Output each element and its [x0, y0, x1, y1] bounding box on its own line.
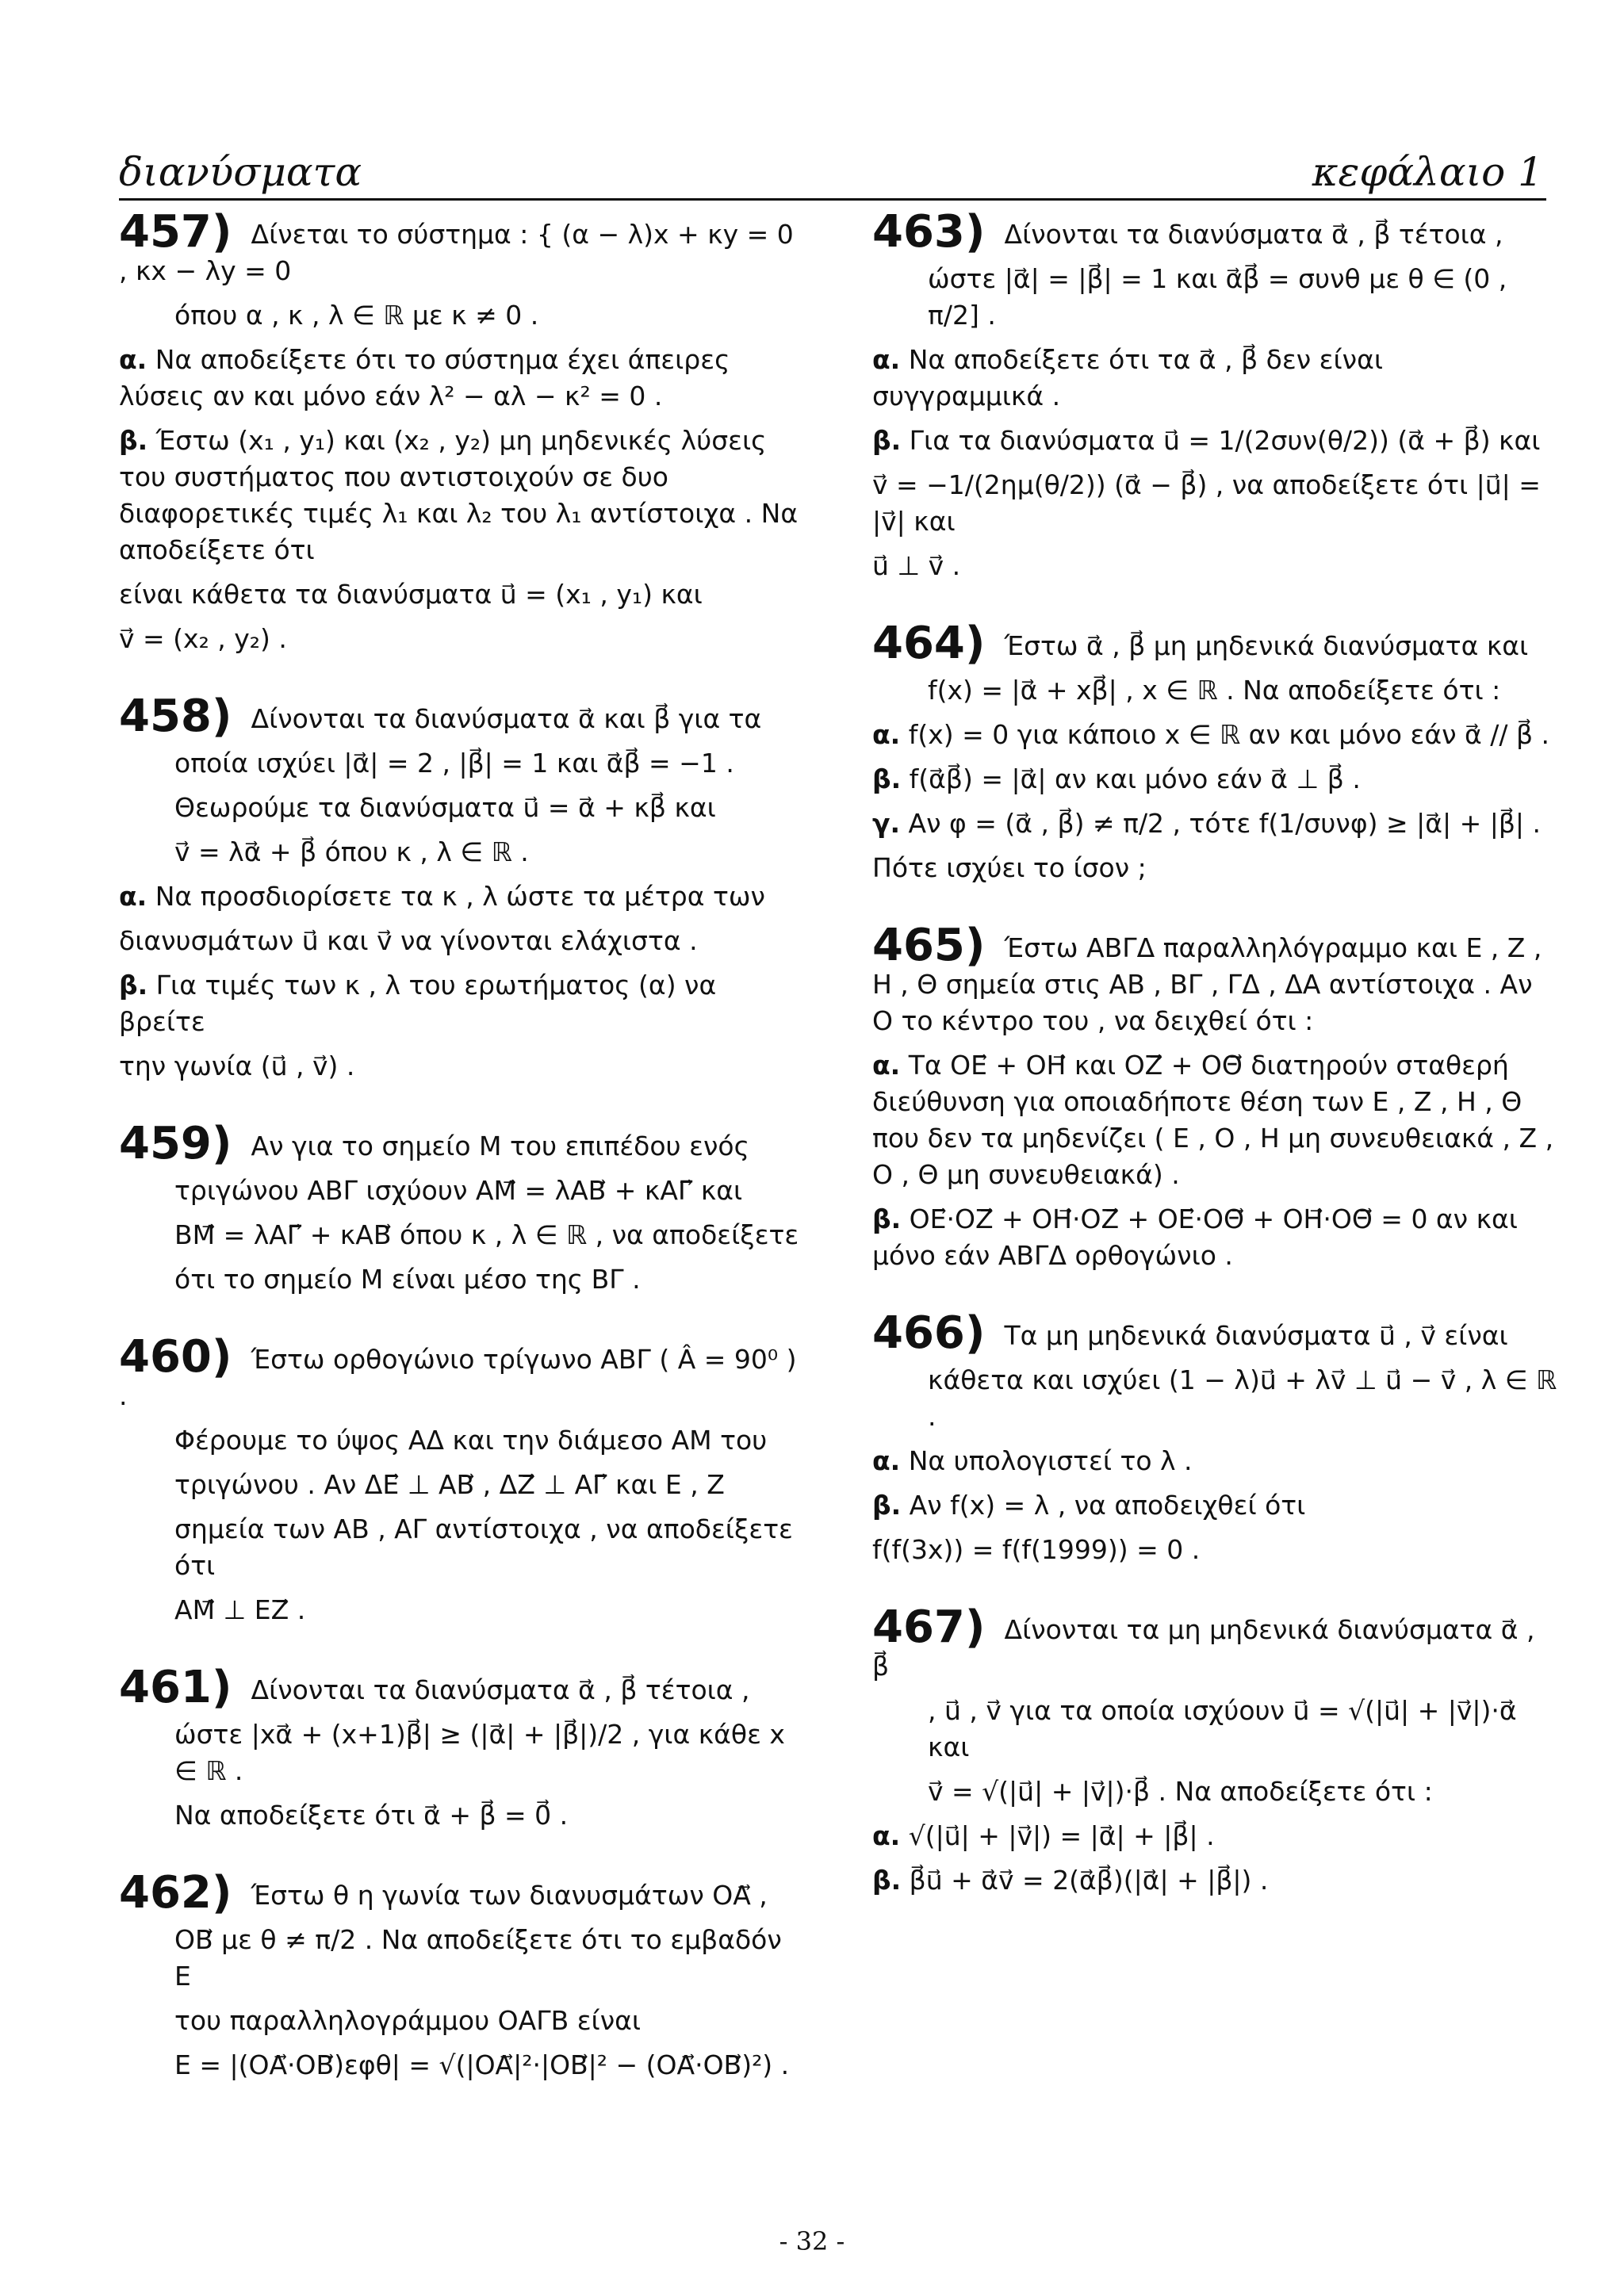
problem-text: Να αποδείξετε ότι α⃗ + β⃗ = 0⃗ . [174, 1800, 569, 1831]
problem-text: ΑΜ⃗ ⊥ ΕΖ⃗ . [174, 1594, 306, 1625]
problem-text: Να αποδείξετε ότι το σύστημα έχει άπειρες λύσεις αν και μόνο εάν λ² − αλ − κ² = 0 . [119, 344, 730, 411]
problem-text: κάθετα και ισχύει (1 − λ)u⃗ + λv⃗ ⊥ u⃗ − v⃗ , λ ∈ ℝ . [928, 1364, 1557, 1432]
problem-text: u⃗ ⊥ v⃗ . [872, 550, 961, 581]
problem-text: του παραλληλογράμμου ΟΑΓΒ είναι [174, 2005, 642, 2036]
problem-number: 461) [119, 1662, 232, 1713]
problem-text: Έστω ΑΒΓΔ παραλληλόγραμμο και Ε , Ζ , Η , Θ σημεία στις ΑΒ , ΒΓ , ΓΔ , ΔΑ αντίστοιχα . Αν Ο το κέντρο του , να δειχθεί ότι : [872, 932, 1542, 1036]
right-column [872, 206, 1558, 1940]
problem-text: Αν f(x) = λ , να αποδειχθεί ότι [909, 1490, 1306, 1521]
problem-block [872, 1307, 1558, 1568]
problem-text: Δίνονται τα διανύσματα α⃗ , β⃗ τέτοια , [251, 1674, 750, 1705]
problem-line [119, 745, 805, 782]
subquestion-label: β. [872, 763, 902, 794]
problem-line [119, 1331, 805, 1414]
problem-line [872, 423, 1558, 459]
problem-block [119, 1867, 805, 2084]
problem-text: Για τιμές των κ , λ του ερωτήματος (α) να βρείτε [119, 970, 717, 1037]
problem-line [872, 548, 1558, 584]
problem-block [119, 1662, 805, 1834]
problem-text: Έστω ορθογώνιο τρίγωνο ΑΒΓ ( Â = 90⁰ ) . [119, 1344, 797, 1411]
problem-line [119, 576, 805, 613]
problem-text: , u⃗ , v⃗ για τα οποία ισχύουν u⃗ = √(|u⃗| + |v⃗|)·α⃗ και [928, 1695, 1517, 1762]
problem-text: ΟΒ⃗ με θ ≠ π/2 . Να αποδείξετε ότι το εμβαδόν Ε [174, 1924, 782, 1992]
problem-text: τριγώνου . Αν ΔΕ⃗ ⊥ ΑΒ⃗ , ΔΖ⃗ ⊥ ΑΓ⃗ και Ε , Ζ [174, 1469, 725, 1500]
problem-text: v⃗ = −1/(2ημ(θ/2)) (α⃗ − β⃗) , να αποδείξετε ότι |u⃗| = |v⃗| και [872, 469, 1541, 537]
subquestion-label: β. [119, 425, 148, 456]
problem-line [119, 1511, 805, 1584]
problem-number: 457) [119, 206, 232, 258]
problem-block [872, 206, 1558, 584]
problem-line [872, 1201, 1558, 1274]
problem-text: Να αποδείξετε ότι τα α⃗ , β⃗ δεν είναι συγγραμμικά . [872, 344, 1383, 411]
subquestion-label: β. [872, 1203, 902, 1234]
problem-text: Τα ΟΕ⃗ + ΟΗ⃗ και ΟΖ⃗ + ΟΘ⃗ διατηρούν σταθερή διεύθυνση για οποιαδήποτε θέση των Ε , Ζ , Η , Θ που δεν τα μηδενίζει ( Ε , Ο , Η μη συνευθειακά , Ζ , Ο , Θ μη συνευθειακά) . [872, 1050, 1554, 1190]
problem-line [119, 1797, 805, 1834]
problem-number: 467) [872, 1601, 986, 1653]
problem-line [119, 2003, 805, 2039]
problem-text: Έστω (x₁ , y₁) και (x₂ , y₂) μη μηδενικές λύσεις του συστήματος που αντιστοιχούν σε δυο διαφορετικές τιμές λ₁ και λ₂ του λ₁ αντίστοιχα . Να αποδείξετε ότι [119, 425, 799, 565]
problem-line [119, 1217, 805, 1253]
header-chapter-number: κεφάλαιο 1 [1312, 149, 1543, 195]
problem-text: f(α⃗β⃗) = |α⃗| αν και μόνο εάν α⃗ ⊥ β⃗ . [909, 763, 1361, 794]
problem-block [872, 618, 1558, 886]
problem-line [872, 1532, 1558, 1568]
problem-line [119, 297, 805, 334]
problem-line [872, 1774, 1558, 1810]
problem-text: ώστε |xα⃗ + (x+1)β⃗| ≥ (|α⃗| + |β⃗|)/2 , για κάθε x ∈ ℝ . [174, 1719, 785, 1786]
problem-line [119, 1261, 805, 1298]
problem-line [872, 467, 1558, 540]
problem-line [872, 1443, 1558, 1479]
problem-text: Ε = |(ΟΑ⃗·ΟΒ⃗)εφθ| = √(|ΟΑ⃗|²·|ΟΒ⃗|² − (ΟΑ⃗·ΟΒ⃗)²) . [174, 2049, 790, 2080]
problem-line [872, 206, 1558, 258]
problem-line [872, 1693, 1558, 1766]
problem-line [119, 878, 805, 915]
subquestion-label: β. [872, 425, 902, 456]
problem-number: 463) [872, 206, 986, 258]
problem-line [872, 261, 1558, 334]
subquestion-label: α. [872, 344, 901, 375]
problem-line [119, 2047, 805, 2084]
problem-line [872, 342, 1558, 415]
problem-text: την γωνία (u⃗ , v⃗) . [119, 1050, 355, 1081]
problem-text: f(f(3x)) = f(f(1999)) = 0 . [872, 1534, 1201, 1565]
problem-number: 465) [872, 920, 986, 971]
problem-text: Τα μη μηδενικά διανύσματα u⃗ , v⃗ είναι [1004, 1320, 1508, 1351]
problem-text: Δίνεται το σύστημα : { (α − λ)x + κy = 0 , κx − λy = 0 [119, 219, 794, 286]
problem-line [872, 806, 1558, 842]
subquestion-label: β. [119, 970, 148, 1001]
problem-text: f(x) = 0 για κάποιο x ∈ ℝ αν και μόνο εάν α⃗ // β⃗ . [908, 719, 1550, 750]
problem-line [872, 1601, 1558, 1685]
problem-line [119, 342, 805, 415]
problem-line [872, 1362, 1558, 1435]
problem-text: v⃗ = (x₂ , y₂) . [119, 623, 287, 654]
problem-line [119, 1173, 805, 1209]
problem-text: v⃗ = λα⃗ + β⃗ όπου κ , λ ∈ ℝ . [174, 836, 529, 867]
subquestion-label: α. [872, 1050, 901, 1081]
problem-text: Για τα διανύσματα u⃗ = 1/(2συν(θ/2)) (α⃗ + β⃗) και [909, 425, 1541, 456]
problem-block [119, 691, 805, 1085]
subquestion-label: γ. [872, 808, 901, 839]
problem-line [872, 1487, 1558, 1524]
subquestion-label: α. [119, 881, 147, 912]
problem-text: είναι κάθετα τα διανύσματα u⃗ = (x₁ , y₁) και [119, 579, 703, 610]
problem-text: Να προσδιορίσετε τα κ , λ ώστε τα μέτρα των [155, 881, 765, 912]
problem-line [119, 691, 805, 742]
problem-line [119, 1922, 805, 1995]
problem-text: όπου α , κ , λ ∈ ℝ με κ ≠ 0 . [174, 300, 539, 331]
problem-text: Φέρουμε το ύψος ΑΔ και την διάμεσο ΑΜ του [174, 1425, 768, 1456]
problem-line [119, 1048, 805, 1085]
problem-line [872, 920, 1558, 1039]
problem-line [872, 1307, 1558, 1359]
problem-line [119, 1118, 805, 1169]
problem-number: 459) [119, 1118, 232, 1169]
problem-line [872, 1818, 1558, 1854]
problem-number: 462) [119, 1867, 232, 1919]
problem-line [872, 850, 1558, 886]
problem-line [119, 1867, 805, 1919]
problem-line [119, 923, 805, 959]
problem-line [119, 1662, 805, 1713]
problem-line [872, 1047, 1558, 1193]
problem-line [872, 717, 1558, 753]
problem-line [872, 1862, 1558, 1899]
problem-text: Δίνονται τα διανύσματα α⃗ και β⃗ για τα [251, 703, 762, 734]
problem-line [119, 1592, 805, 1628]
problem-text: Αν για το σημείο Μ του επιπέδου ενός [251, 1131, 749, 1161]
problem-text: Δίνονται τα μη μηδενικά διανύσματα α⃗ , β⃗ [872, 1614, 1535, 1682]
problem-text: √(|u⃗| + |v⃗|) = |α⃗| + |β⃗| . [908, 1820, 1215, 1851]
subquestion-label: α. [872, 719, 901, 750]
problem-text: Θεωρούμε τα διανύσματα u⃗ = α⃗ + κβ⃗ και [174, 792, 716, 823]
problem-number: 458) [119, 691, 232, 742]
problem-line [119, 1422, 805, 1459]
problem-number: 464) [872, 618, 986, 669]
header-rule [119, 198, 1546, 201]
problem-number: 466) [872, 1307, 986, 1359]
problem-text: Αν φ = (α⃗ , β⃗) ≠ π/2 , τότε f(1/συνφ) ≥ |α⃗| + |β⃗| . [908, 808, 1541, 839]
problem-text: ΒΜ⃗ = λΑΓ⃗ + κΑΒ⃗ όπου κ , λ ∈ ℝ , να αποδείξετε [174, 1219, 799, 1250]
header-chapter-topic: διανύσματα [119, 149, 362, 195]
problem-line [119, 1716, 805, 1789]
problem-line [119, 206, 805, 289]
problem-text: f(x) = |α⃗ + xβ⃗| , x ∈ ℝ . Να αποδείξετε ότι : [928, 675, 1501, 706]
subquestion-label: α. [119, 344, 147, 375]
problem-block [119, 1331, 805, 1628]
problem-text: β⃗u⃗ + α⃗v⃗ = 2(α⃗β⃗)(|α⃗| + |β⃗|) . [909, 1865, 1269, 1896]
problem-text: τριγώνου ΑΒΓ ισχύουν ΑΜ⃗ = λΑΒ⃗ + κΑΓ⃗ και [174, 1175, 743, 1206]
subquestion-label: α. [872, 1820, 901, 1851]
problem-text: Πότε ισχύει το ίσον ; [872, 852, 1147, 883]
problem-line [872, 761, 1558, 798]
problem-text: Να υπολογιστεί το λ . [908, 1445, 1193, 1476]
subquestion-label: β. [872, 1490, 902, 1521]
problem-text: ότι το σημείο Μ είναι μέσο της ΒΓ . [174, 1264, 641, 1295]
page-number: - 32 - [779, 2226, 845, 2256]
problem-block [872, 920, 1558, 1274]
problem-text: ΟΕ⃗·ΟΖ⃗ + ΟΗ⃗·ΟΖ⃗ + ΟΕ⃗·ΟΘ⃗ + ΟΗ⃗·ΟΘ⃗ = 0 αν και μόνο εάν ΑΒΓΔ ορθογώνιο . [872, 1203, 1518, 1271]
problem-line [119, 790, 805, 826]
problem-line [119, 621, 805, 657]
problem-text: ώστε |α⃗| = |β⃗| = 1 και α⃗β⃗ = συνθ με θ ∈ (0 , π/2] . [928, 263, 1507, 331]
problem-line [119, 423, 805, 568]
problem-block [872, 1601, 1558, 1899]
subquestion-label: β. [872, 1865, 902, 1896]
problem-text: σημεία των ΑΒ , ΑΓ αντίστοιχα , να αποδείξετε ότι [174, 1513, 793, 1581]
problem-text: οποία ισχύει |α⃗| = 2 , |β⃗| = 1 και α⃗β⃗ = −1 . [174, 748, 734, 779]
left-column [119, 206, 805, 2125]
problem-text: Έστω α⃗ , β⃗ μη μηδενικά διανύσματα και [1004, 630, 1529, 661]
problem-number: 460) [119, 1331, 232, 1383]
problem-text: Δίνονται τα διανύσματα α⃗ , β⃗ τέτοια , [1004, 219, 1503, 250]
problem-block [119, 206, 805, 657]
problem-line [119, 834, 805, 871]
problem-text: Έστω θ η γωνία των διανυσμάτων ΟΑ⃗ , [251, 1880, 768, 1911]
problem-line [872, 618, 1558, 669]
problem-line [119, 967, 805, 1040]
problem-line [119, 1467, 805, 1503]
problem-line [872, 672, 1558, 709]
problem-text: διανυσμάτων u⃗ και v⃗ να γίνονται ελάχιστα . [119, 925, 698, 956]
problem-text: v⃗ = √(|u⃗| + |v⃗|)·β⃗ . Να αποδείξετε ότι : [928, 1776, 1433, 1807]
problem-block [119, 1118, 805, 1298]
subquestion-label: α. [872, 1445, 901, 1476]
